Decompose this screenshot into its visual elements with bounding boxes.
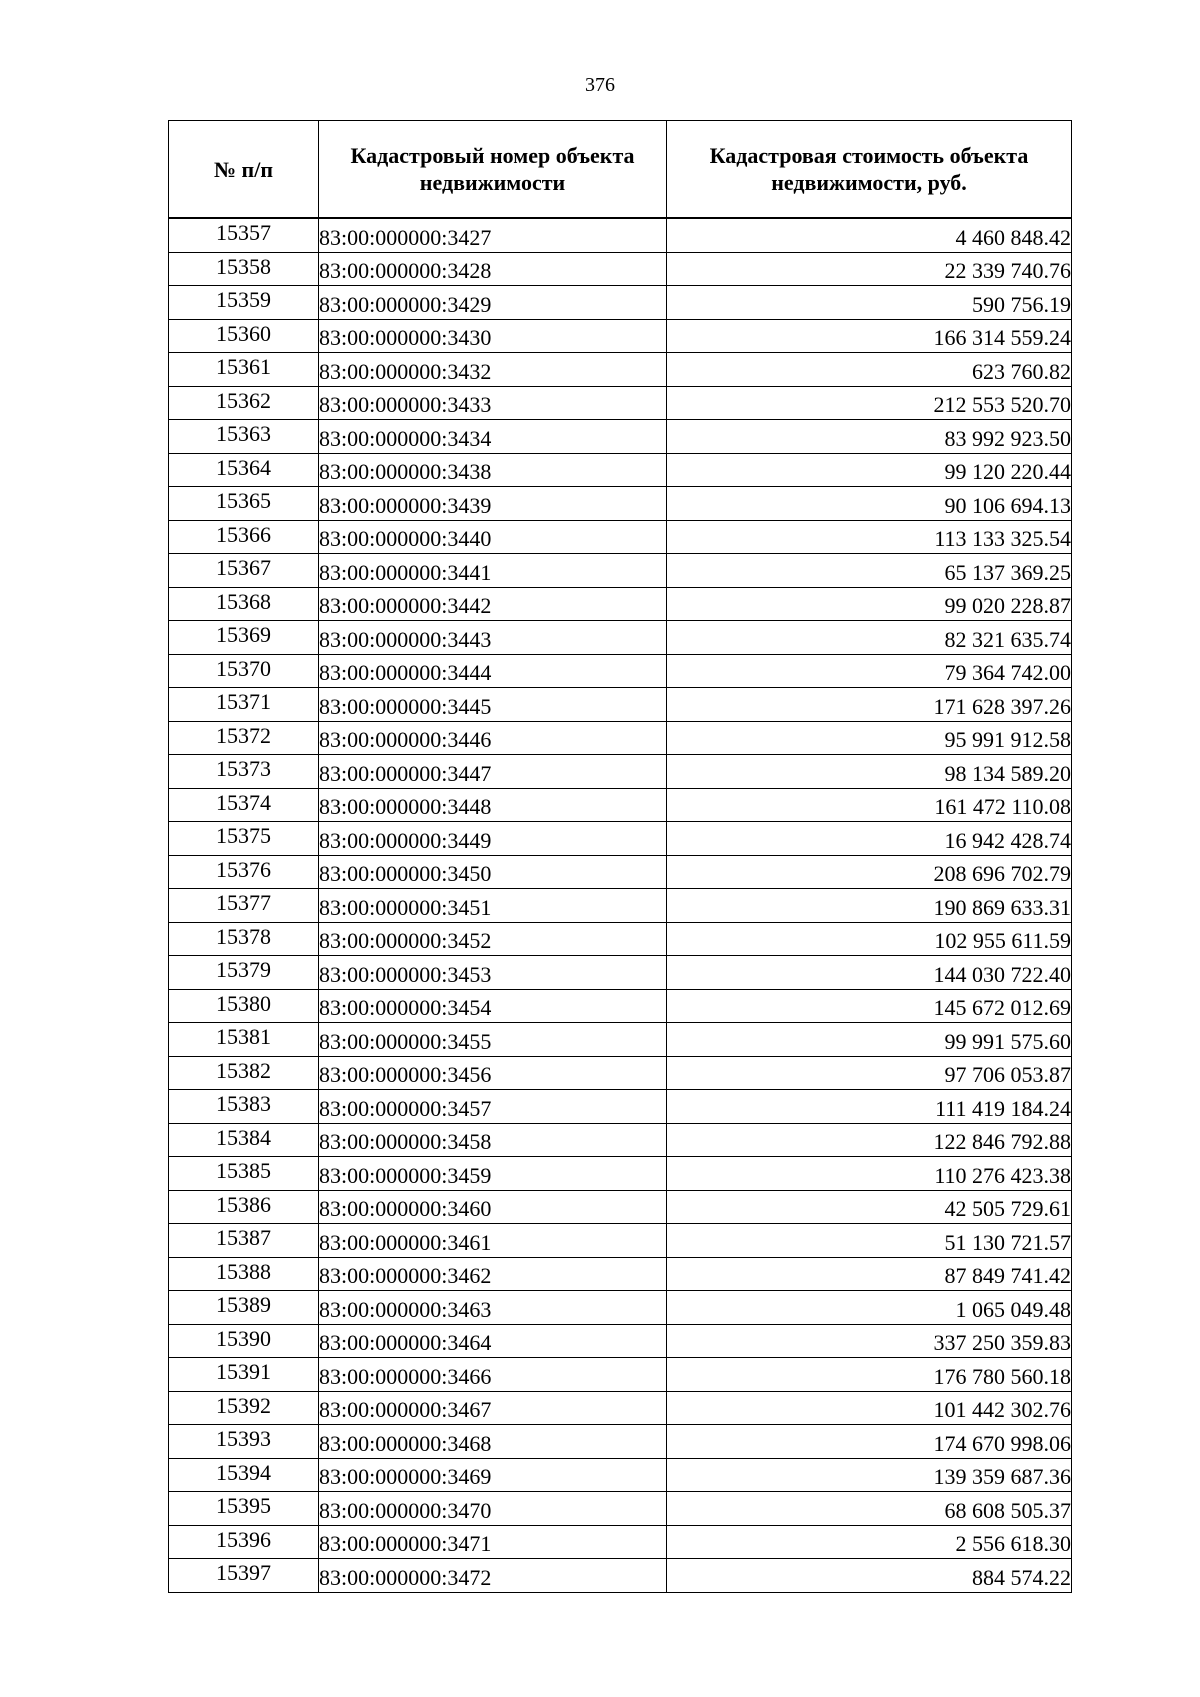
cadastral-number-cell: 83:00:000000:3453 <box>319 956 667 990</box>
row-number-cell: 15397 <box>169 1559 319 1593</box>
row-number-cell: 15396 <box>169 1525 319 1559</box>
table-row <box>169 989 1072 1023</box>
header-cadastral-value: Кадастровая стоимость объекта недвижимости, руб. <box>667 121 1072 219</box>
table-row <box>169 1559 1072 1593</box>
cadastral-number-cell: 83:00:000000:3446 <box>319 721 667 755</box>
row-number-cell: 15361 <box>169 353 319 387</box>
cadastral-number-cell: 83:00:000000:3438 <box>319 453 667 487</box>
table-row <box>169 1458 1072 1492</box>
row-number-cell: 15383 <box>169 1090 319 1124</box>
row-number-cell: 15362 <box>169 386 319 420</box>
table-row <box>169 386 1072 420</box>
cadastral-number-cell: 83:00:000000:3467 <box>319 1391 667 1425</box>
table-row <box>169 721 1072 755</box>
table-row <box>169 1257 1072 1291</box>
cadastral-number-cell: 83:00:000000:3468 <box>319 1425 667 1459</box>
cadastral-value-cell: 22 339 740.76 <box>667 252 1072 286</box>
row-number-cell: 15357 <box>169 218 319 252</box>
cadastral-number-cell: 83:00:000000:3450 <box>319 855 667 889</box>
row-number-cell: 15366 <box>169 520 319 554</box>
row-number-cell: 15368 <box>169 587 319 621</box>
cadastral-value-cell: 42 505 729.61 <box>667 1190 1072 1224</box>
row-number-cell: 15364 <box>169 453 319 487</box>
cadastral-number-cell: 83:00:000000:3463 <box>319 1291 667 1325</box>
cadastral-value-cell: 102 955 611.59 <box>667 922 1072 956</box>
cadastral-number-cell: 83:00:000000:3458 <box>319 1123 667 1157</box>
cadastral-value-cell: 590 756.19 <box>667 286 1072 320</box>
cadastral-value-cell: 101 442 302.76 <box>667 1391 1072 1425</box>
cadastral-value-cell: 4 460 848.42 <box>667 218 1072 252</box>
cadastral-value-cell: 145 672 012.69 <box>667 989 1072 1023</box>
cadastral-number-cell: 83:00:000000:3462 <box>319 1257 667 1291</box>
row-number-cell: 15358 <box>169 252 319 286</box>
table-header <box>169 121 1072 219</box>
cadastral-number-cell: 83:00:000000:3433 <box>319 386 667 420</box>
cadastral-value-cell: 90 106 694.13 <box>667 487 1072 521</box>
table-row <box>169 1056 1072 1090</box>
table-row <box>169 1157 1072 1191</box>
table-row <box>169 286 1072 320</box>
table-row <box>169 453 1072 487</box>
table-row <box>169 688 1072 722</box>
cadastral-number-cell: 83:00:000000:3432 <box>319 353 667 387</box>
table-row <box>169 319 1072 353</box>
cadastral-value-cell: 176 780 560.18 <box>667 1358 1072 1392</box>
table-row <box>169 1123 1072 1157</box>
table-row <box>169 252 1072 286</box>
table-row <box>169 1291 1072 1325</box>
row-number-cell: 15385 <box>169 1157 319 1191</box>
cadastral-number-cell: 83:00:000000:3442 <box>319 587 667 621</box>
table-row <box>169 1224 1072 1258</box>
row-number-cell: 15360 <box>169 319 319 353</box>
table-row <box>169 520 1072 554</box>
cadastral-value-cell: 79 364 742.00 <box>667 654 1072 688</box>
cadastral-value-cell: 97 706 053.87 <box>667 1056 1072 1090</box>
row-number-cell: 15379 <box>169 956 319 990</box>
cadastral-value-cell: 1 065 049.48 <box>667 1291 1072 1325</box>
table-row <box>169 654 1072 688</box>
table-row <box>169 587 1072 621</box>
row-number-cell: 15393 <box>169 1425 319 1459</box>
row-number-cell: 15373 <box>169 755 319 789</box>
table-row <box>169 788 1072 822</box>
cadastral-value-cell: 623 760.82 <box>667 353 1072 387</box>
cadastral-number-cell: 83:00:000000:3434 <box>319 420 667 454</box>
cadastral-number-cell: 83:00:000000:3470 <box>319 1492 667 1526</box>
row-number-cell: 15384 <box>169 1123 319 1157</box>
row-number-cell: 15359 <box>169 286 319 320</box>
table-row <box>169 1324 1072 1358</box>
cadastral-value-cell: 99 991 575.60 <box>667 1023 1072 1057</box>
table-row <box>169 1492 1072 1526</box>
cadastral-number-cell: 83:00:000000:3455 <box>319 1023 667 1057</box>
row-number-cell: 15391 <box>169 1358 319 1392</box>
table-row <box>169 1391 1072 1425</box>
table-row <box>169 889 1072 923</box>
table-row <box>169 353 1072 387</box>
table-row <box>169 420 1072 454</box>
cadastral-number-cell: 83:00:000000:3429 <box>319 286 667 320</box>
row-number-cell: 15390 <box>169 1324 319 1358</box>
cadastral-number-cell: 83:00:000000:3456 <box>319 1056 667 1090</box>
cadastral-number-cell: 83:00:000000:3441 <box>319 554 667 588</box>
cadastral-value-cell: 174 670 998.06 <box>667 1425 1072 1459</box>
cadastral-number-cell: 83:00:000000:3451 <box>319 889 667 923</box>
table-body <box>169 218 1072 1592</box>
row-number-cell: 15389 <box>169 1291 319 1325</box>
table-row <box>169 1425 1072 1459</box>
cadastral-number-cell: 83:00:000000:3428 <box>319 252 667 286</box>
row-number-cell: 15367 <box>169 554 319 588</box>
row-number-cell: 15395 <box>169 1492 319 1526</box>
cadastral-value-table <box>168 120 1072 1593</box>
cadastral-value-cell: 166 314 559.24 <box>667 319 1072 353</box>
cadastral-value-cell: 95 991 912.58 <box>667 721 1072 755</box>
cadastral-value-cell: 884 574.22 <box>667 1559 1072 1593</box>
table-row <box>169 822 1072 856</box>
cadastral-number-cell: 83:00:000000:3447 <box>319 755 667 789</box>
cadastral-value-cell: 113 133 325.54 <box>667 520 1072 554</box>
row-number-cell: 15377 <box>169 889 319 923</box>
page-number: 376 <box>585 74 615 96</box>
row-number-cell: 15378 <box>169 922 319 956</box>
cadastral-value-cell: 208 696 702.79 <box>667 855 1072 889</box>
table-row <box>169 855 1072 889</box>
cadastral-value-cell: 337 250 359.83 <box>667 1324 1072 1358</box>
row-number-cell: 15380 <box>169 989 319 1023</box>
cadastral-value-cell: 2 556 618.30 <box>667 1525 1072 1559</box>
cadastral-number-cell: 83:00:000000:3469 <box>319 1458 667 1492</box>
header-row-number: № п/п <box>169 121 319 219</box>
cadastral-number-cell: 83:00:000000:3461 <box>319 1224 667 1258</box>
row-number-cell: 15370 <box>169 654 319 688</box>
cadastral-number-cell: 83:00:000000:3440 <box>319 520 667 554</box>
cadastral-number-cell: 83:00:000000:3471 <box>319 1525 667 1559</box>
table-row <box>169 554 1072 588</box>
row-number-cell: 15376 <box>169 855 319 889</box>
cadastral-number-cell: 83:00:000000:3457 <box>319 1090 667 1124</box>
table-row <box>169 755 1072 789</box>
table-row <box>169 1190 1072 1224</box>
cadastral-value-cell: 144 030 722.40 <box>667 956 1072 990</box>
cadastral-value-cell: 212 553 520.70 <box>667 386 1072 420</box>
cadastral-value-cell: 122 846 792.88 <box>667 1123 1072 1157</box>
cadastral-value-cell: 83 992 923.50 <box>667 420 1072 454</box>
row-number-cell: 15386 <box>169 1190 319 1224</box>
row-number-cell: 15371 <box>169 688 319 722</box>
row-number-cell: 15374 <box>169 788 319 822</box>
row-number-cell: 15381 <box>169 1023 319 1057</box>
table-row <box>169 621 1072 655</box>
row-number-cell: 15372 <box>169 721 319 755</box>
cadastral-number-cell: 83:00:000000:3427 <box>319 218 667 252</box>
cadastral-number-cell: 83:00:000000:3449 <box>319 822 667 856</box>
row-number-cell: 15388 <box>169 1257 319 1291</box>
cadastral-value-cell: 190 869 633.31 <box>667 889 1072 923</box>
cadastral-value-cell: 65 137 369.25 <box>667 554 1072 588</box>
cadastral-number-cell: 83:00:000000:3460 <box>319 1190 667 1224</box>
table-row <box>169 922 1072 956</box>
cadastral-value-cell: 110 276 423.38 <box>667 1157 1072 1191</box>
cadastral-value-cell: 16 942 428.74 <box>667 822 1072 856</box>
row-number-cell: 15369 <box>169 621 319 655</box>
header-cadastral-number: Кадастровый номер объекта недвижимости <box>319 121 667 219</box>
cadastral-value-cell: 82 321 635.74 <box>667 621 1072 655</box>
table-row <box>169 218 1072 252</box>
table-row <box>169 1090 1072 1124</box>
header-row <box>169 121 1072 219</box>
cadastral-number-cell: 83:00:000000:3452 <box>319 922 667 956</box>
cadastral-value-cell: 111 419 184.24 <box>667 1090 1072 1124</box>
cadastral-number-cell: 83:00:000000:3444 <box>319 654 667 688</box>
cadastral-value-cell: 139 359 687.36 <box>667 1458 1072 1492</box>
row-number-cell: 15363 <box>169 420 319 454</box>
row-number-cell: 15375 <box>169 822 319 856</box>
cadastral-value-cell: 99 120 220.44 <box>667 453 1072 487</box>
cadastral-value-cell: 51 130 721.57 <box>667 1224 1072 1258</box>
cadastral-number-cell: 83:00:000000:3448 <box>319 788 667 822</box>
table-row <box>169 1358 1072 1392</box>
cadastral-number-cell: 83:00:000000:3445 <box>319 688 667 722</box>
row-number-cell: 15387 <box>169 1224 319 1258</box>
cadastral-number-cell: 83:00:000000:3466 <box>319 1358 667 1392</box>
row-number-cell: 15394 <box>169 1458 319 1492</box>
cadastral-number-cell: 83:00:000000:3439 <box>319 487 667 521</box>
cadastral-number-cell: 83:00:000000:3459 <box>319 1157 667 1191</box>
cadastral-number-cell: 83:00:000000:3430 <box>319 319 667 353</box>
cadastral-value-cell: 68 608 505.37 <box>667 1492 1072 1526</box>
cadastral-value-cell: 87 849 741.42 <box>667 1257 1072 1291</box>
cadastral-number-cell: 83:00:000000:3443 <box>319 621 667 655</box>
row-number-cell: 15392 <box>169 1391 319 1425</box>
table-row <box>169 956 1072 990</box>
cadastral-number-cell: 83:00:000000:3454 <box>319 989 667 1023</box>
cadastral-number-cell: 83:00:000000:3472 <box>319 1559 667 1593</box>
row-number-cell: 15382 <box>169 1056 319 1090</box>
cadastral-number-cell: 83:00:000000:3464 <box>319 1324 667 1358</box>
cadastral-value-cell: 171 628 397.26 <box>667 688 1072 722</box>
row-number-cell: 15365 <box>169 487 319 521</box>
table-row <box>169 487 1072 521</box>
cadastral-value-cell: 98 134 589.20 <box>667 755 1072 789</box>
table-row <box>169 1023 1072 1057</box>
cadastral-value-cell: 99 020 228.87 <box>667 587 1072 621</box>
table-row <box>169 1525 1072 1559</box>
cadastral-value-cell: 161 472 110.08 <box>667 788 1072 822</box>
